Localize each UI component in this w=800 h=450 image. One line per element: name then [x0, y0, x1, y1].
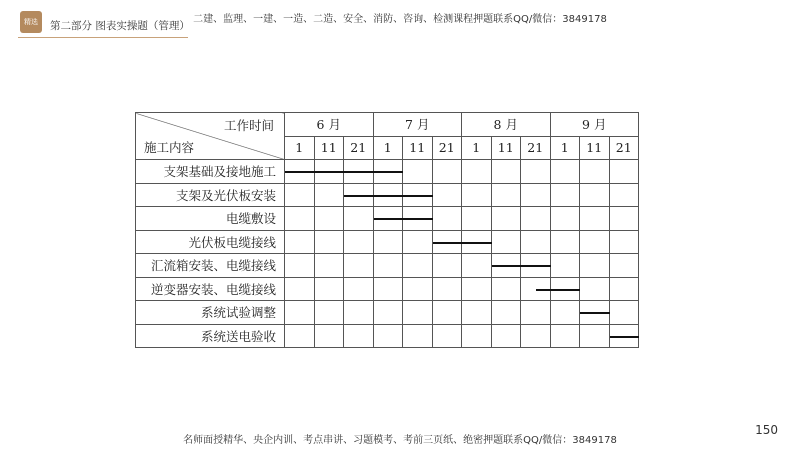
schedule-cell	[403, 254, 433, 278]
task-name: 支架及光伏板安装	[175, 187, 276, 203]
logo-badge: 精选	[20, 11, 42, 33]
schedule-cell	[550, 230, 580, 254]
month-header: 9 月	[550, 113, 639, 137]
schedule-cell	[344, 324, 374, 348]
schedule-cell	[521, 160, 551, 184]
schedule-cell	[609, 183, 639, 207]
page-number: 150	[755, 423, 778, 437]
schedule-cell	[373, 254, 403, 278]
task-name: 电缆敷设	[225, 211, 276, 227]
task-name-cell	[136, 254, 285, 278]
task-row	[136, 254, 639, 278]
schedule-cell	[373, 301, 403, 325]
schedule-cell	[491, 324, 521, 348]
schedule-cell	[462, 207, 492, 231]
schedule-cell	[373, 277, 403, 301]
schedule-cell	[373, 324, 403, 348]
schedule-cell	[550, 160, 580, 184]
task-name-cell	[136, 324, 285, 348]
task-name: 系统试验调整	[200, 305, 276, 321]
task-name-cell	[136, 301, 285, 325]
schedule-cell	[314, 324, 344, 348]
schedule-cell	[344, 183, 374, 207]
gantt-table	[135, 112, 639, 348]
task-name: 系统送电验收	[200, 328, 276, 344]
schedule-cell	[550, 207, 580, 231]
bottom-promo-text: 名师面授精华、央企内训、考点串讲、习题模考、考前三页纸、绝密押题联系QQ/微信：3849178	[183, 435, 617, 446]
task-name-cell	[136, 183, 285, 207]
schedule-cell	[373, 230, 403, 254]
schedule-cell	[462, 301, 492, 325]
task-name: 汇流箱安装、电缆接线	[150, 258, 276, 274]
task-row	[136, 207, 639, 231]
schedule-cell	[580, 324, 610, 348]
schedule-cell	[432, 183, 462, 207]
schedule-cell	[580, 183, 610, 207]
corner-label-time: 工作时间	[223, 118, 274, 133]
schedule-cell	[580, 160, 610, 184]
schedule-cell	[521, 230, 551, 254]
schedule-cell	[550, 254, 580, 278]
task-name: 光伏板电缆接线	[188, 234, 276, 250]
day-header: 21	[609, 136, 639, 160]
schedule-cell	[580, 230, 610, 254]
schedule-cell	[521, 301, 551, 325]
schedule-cell	[403, 183, 433, 207]
schedule-cell	[550, 277, 580, 301]
schedule-cell	[403, 301, 433, 325]
schedule-cell	[609, 301, 639, 325]
day-header: 11	[491, 136, 521, 160]
schedule-cell	[609, 230, 639, 254]
schedule-cell	[432, 254, 462, 278]
section-label: 第二部分 图表实操题（管理）	[50, 20, 190, 32]
schedule-cell	[521, 324, 551, 348]
schedule-cell	[285, 160, 315, 184]
schedule-cell	[432, 277, 462, 301]
schedule-cell	[285, 277, 315, 301]
day-header: 1	[373, 136, 403, 160]
corner-label-content: 施工内容	[144, 140, 195, 155]
schedule-cell	[432, 324, 462, 348]
schedule-cell	[314, 254, 344, 278]
day-header: 1	[550, 136, 580, 160]
schedule-cell	[344, 160, 374, 184]
schedule-cell	[491, 183, 521, 207]
task-row	[136, 230, 639, 254]
schedule-cell	[491, 254, 521, 278]
day-header: 21	[432, 136, 462, 160]
schedule-cell	[462, 324, 492, 348]
task-row	[136, 277, 639, 301]
schedule-cell	[403, 324, 433, 348]
schedule-cell	[609, 160, 639, 184]
month-header: 7 月	[373, 113, 462, 137]
schedule-cell	[521, 254, 551, 278]
schedule-cell	[491, 301, 521, 325]
task-name-cell	[136, 230, 285, 254]
schedule-cell	[314, 301, 344, 325]
schedule-cell	[609, 324, 639, 348]
schedule-cell	[462, 230, 492, 254]
header-divider	[18, 37, 188, 38]
schedule-cell	[580, 277, 610, 301]
task-name-cell	[136, 207, 285, 231]
schedule-cell	[373, 207, 403, 231]
schedule-cell	[609, 207, 639, 231]
schedule-cell	[285, 207, 315, 231]
schedule-cell	[462, 160, 492, 184]
day-header: 1	[462, 136, 492, 160]
schedule-cell	[432, 301, 462, 325]
schedule-cell	[432, 160, 462, 184]
top-promo-text: 二建、监理、一建、一造、二造、安全、消防、咨询、检测课程押题联系QQ/微信：3849178	[193, 14, 607, 25]
day-header: 11	[314, 136, 344, 160]
schedule-cell	[462, 254, 492, 278]
corner-header-cell	[136, 113, 285, 160]
schedule-cell	[373, 183, 403, 207]
schedule-cell	[550, 324, 580, 348]
schedule-cell	[344, 277, 374, 301]
schedule-cell	[491, 230, 521, 254]
schedule-cell	[462, 277, 492, 301]
schedule-cell	[491, 277, 521, 301]
schedule-cell	[521, 183, 551, 207]
task-row	[136, 183, 639, 207]
schedule-cell	[285, 230, 315, 254]
task-name-cell	[136, 160, 285, 184]
schedule-cell	[580, 207, 610, 231]
schedule-cell	[403, 277, 433, 301]
day-header: 11	[580, 136, 610, 160]
schedule-cell	[462, 183, 492, 207]
schedule-cell	[432, 207, 462, 231]
schedule-cell	[344, 207, 374, 231]
month-header: 6 月	[285, 113, 374, 137]
schedule-cell	[344, 254, 374, 278]
day-header: 21	[344, 136, 374, 160]
schedule-cell	[285, 183, 315, 207]
schedule-cell	[403, 207, 433, 231]
schedule-cell	[609, 254, 639, 278]
month-header-row	[136, 113, 639, 137]
schedule-cell	[491, 207, 521, 231]
task-row	[136, 160, 639, 184]
schedule-cell	[285, 324, 315, 348]
schedule-cell	[580, 301, 610, 325]
schedule-cell	[550, 301, 580, 325]
schedule-cell	[344, 301, 374, 325]
schedule-cell	[403, 230, 433, 254]
schedule-cell	[314, 183, 344, 207]
schedule-cell	[609, 277, 639, 301]
task-name: 支架基础及接地施工	[163, 164, 276, 180]
day-header: 21	[521, 136, 551, 160]
task-row	[136, 301, 639, 325]
month-header: 8 月	[462, 113, 551, 137]
schedule-cell	[521, 207, 551, 231]
schedule-cell	[344, 230, 374, 254]
task-row	[136, 324, 639, 348]
schedule-cell	[580, 254, 610, 278]
task-name: 逆变器安装、电缆接线	[150, 281, 276, 297]
schedule-cell	[314, 230, 344, 254]
schedule-cell	[285, 254, 315, 278]
schedule-cell	[373, 160, 403, 184]
schedule-cell	[550, 183, 580, 207]
schedule-cell	[521, 277, 551, 301]
schedule-cell	[432, 230, 462, 254]
schedule-cell	[285, 301, 315, 325]
schedule-cell	[491, 160, 521, 184]
schedule-cell	[314, 277, 344, 301]
day-header: 11	[403, 136, 433, 160]
schedule-cell	[314, 207, 344, 231]
schedule-cell	[314, 160, 344, 184]
day-header: 1	[285, 136, 315, 160]
schedule-cell	[403, 160, 433, 184]
task-name-cell	[136, 277, 285, 301]
